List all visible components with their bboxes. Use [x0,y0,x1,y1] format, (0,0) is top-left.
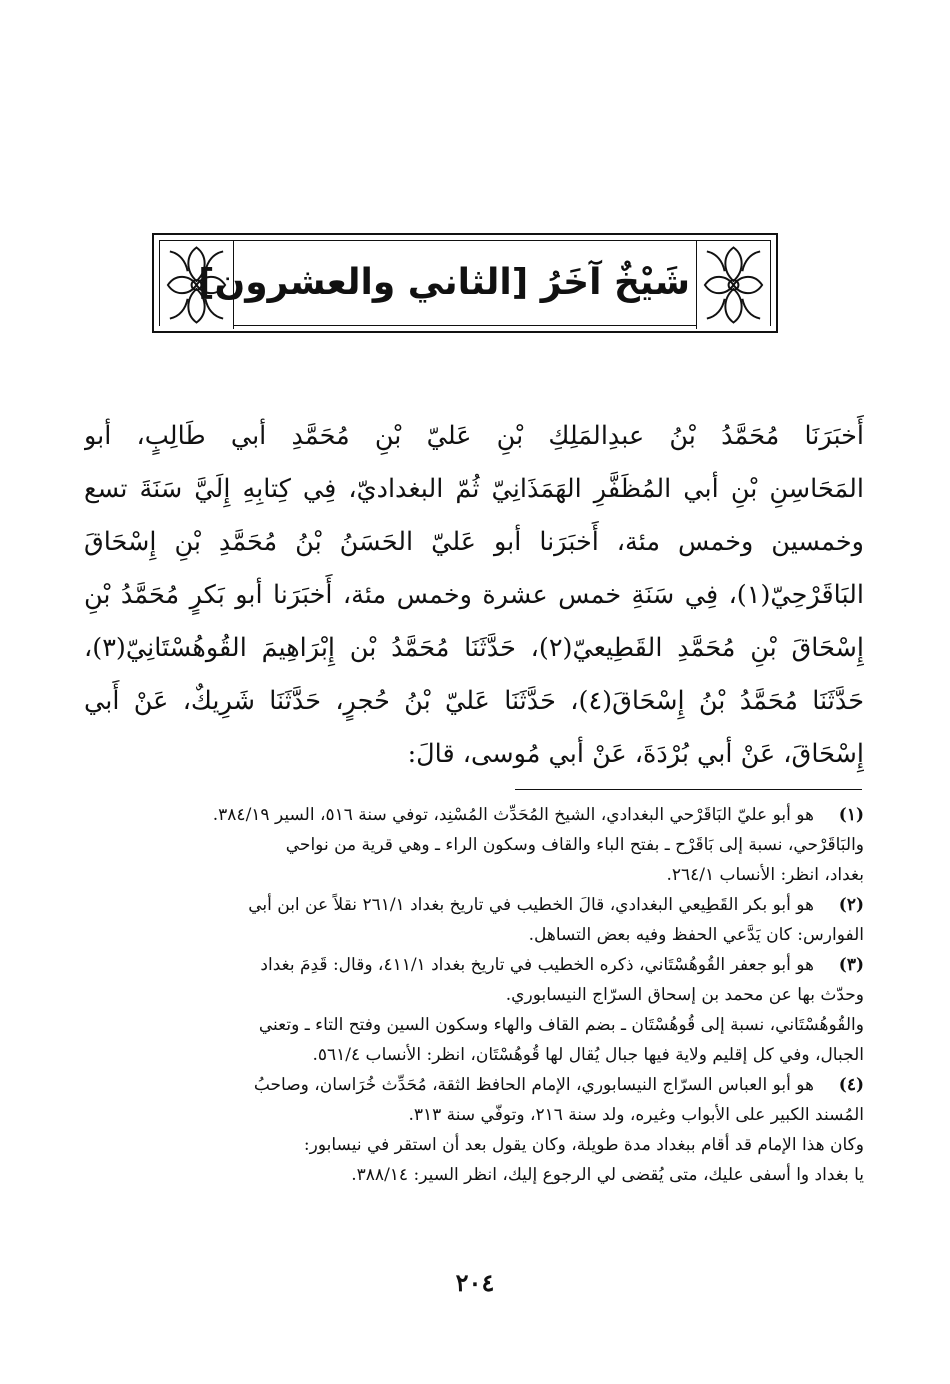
body-text [84,410,864,781]
footnote-line: هو أبو بكر القَطِيعي البغدادي، قالَ الخطيب في تاريخ بغداد ٢٦١/١ نقلاً عن ابن أبي [248,895,814,915]
body-line: حَدَّثَنَا مُحَمَّدُ بْنُ إِسْحَاقَ(٤)، حَدَّثَنَا عَليّ بْنُ حُجرٍ، حَدَّثَنَا شَرِيكٌ، عَنْ أَبي [84,686,864,716]
footnote-line: والبَاقَرْحي، نسبة إلى بَاقَرْح ـ بفتح الباء والقاف وسكون الراء ـ وهي قرية من نواحي [285,835,864,855]
body-line: المَحَاسِنِ بْنِ أبي المُظَفَّرِ الهَمَذَانِيّ ثُمّ البغداديّ، فِي كِتابِهِ إِلَيَّ سَنَةَ تسع [84,474,864,504]
footnote-line: والقُوهُسْتَاني، نسبة إلى قُوهُسْتَان ـ بضم القاف والهاء وسكون السين وفتح التاء ـ وتعني [258,1015,864,1035]
footnote-line: وكان هذا الإمام قد أقام ببغداد مدة طويلة، وكان يقول بعد أن استقر في نيسابور: [303,1135,864,1155]
footnote-number: (٤) [838,1075,864,1095]
body-line: إِسْحَاقَ، عَنْ أبي بُرْدَةَ، عَنْ أبي مُوسى، قالَ: [407,739,864,769]
footnote-line: المُسند الكبير على الأبواب وغيره، ولد سنة ٢١٦، وتوفّي سنة ٣١٣. [408,1105,864,1125]
footnote [84,950,864,1070]
footnote-line: يا بغداد وا أسفى عليك، متى يُقضى لي الرجوع إليك، انظر السير: ٣٨٨/١٤. [351,1165,864,1185]
title-frame-inner [159,240,771,326]
footnotes [84,800,864,1190]
footnote-line: وحدّث بها عن محمد بن إسحاق السرّاج النيسابوري. [505,985,864,1005]
ornament-right-svg [697,241,770,329]
footnote-line: بغداد، انظر: الأنساب ٢٦٤/١. [666,865,864,885]
footnote-line: هو أبو العباس السرّاج النيسابوري، الإمام الحافظ الثقة، مُحَدِّث خُرَاسان، وصاحبُ [253,1075,814,1095]
ornament-right-icon [696,241,770,329]
title-frame [152,233,778,333]
footnote [84,890,864,950]
body-line: أَخبَرَنَا مُحَمَّدُ بْنُ عبدِالمَلِكِ بْنِ عَليّ بْنِ مُحَمَّدِ أبي طَالِبٍ، أبو [84,421,864,451]
footnote [84,800,864,890]
footnote [84,1070,864,1190]
footnote-number: (٢) [838,895,864,915]
footnote-number: (٣) [838,955,864,975]
footnote-divider [515,789,862,790]
footnote-line: هو أبو جعفر القُوهُسْتَاني، ذكره الخطيب في تاريخ بغداد ٤١١/١، وقال: قَدِمَ بغداد [260,955,814,975]
body-line: البَاقَرْحِيّ(١)، فِي سَنَةِ خمس عشرة وخمس مئة، أَخبَرَنا أبو بَكرٍ مُحَمَّدُ بْنِ [84,580,864,610]
footnote-line: الجبال، وفي كل إقليم ولاية فيها جبال يُقال لها قُوهُسْتَان، انظر: الأنساب ٥٦١/٤. [312,1045,864,1065]
footnote-line: هو أبو عليّ البَاقَرْحي البغدادي، الشيخ المُحَدِّث المُسْنِد، توفي سنة ٥١٦، السير ٣٨٤/١٩. [212,805,814,825]
body-line: إِسْحَاقَ بْنِ مُحَمَّدِ القَطِيعيّ(٢)، حَدَّثَنَا مُحَمَّدُ بْن إِبْرَاهِيمَ القُوهُسْتَانِيّ(٣)، [84,633,864,663]
page-title: شَيْخٌ آخَرُ [الثاني والعشرون] [198,262,690,303]
footnote-line: الفوارس: كان يَدَّعي الحفظ وفيه بعض التساهل. [528,925,864,945]
body-line: وخمسين وخمس مئة، أَخبَرَنا أبو عَليّ الحَسَنُ بْنُ مُحَمَّدِ بْنِ إِسْحَاقَ [84,527,864,557]
page-number: ٢٠٤ [455,1268,495,1297]
footnote-number: (١) [838,805,864,825]
